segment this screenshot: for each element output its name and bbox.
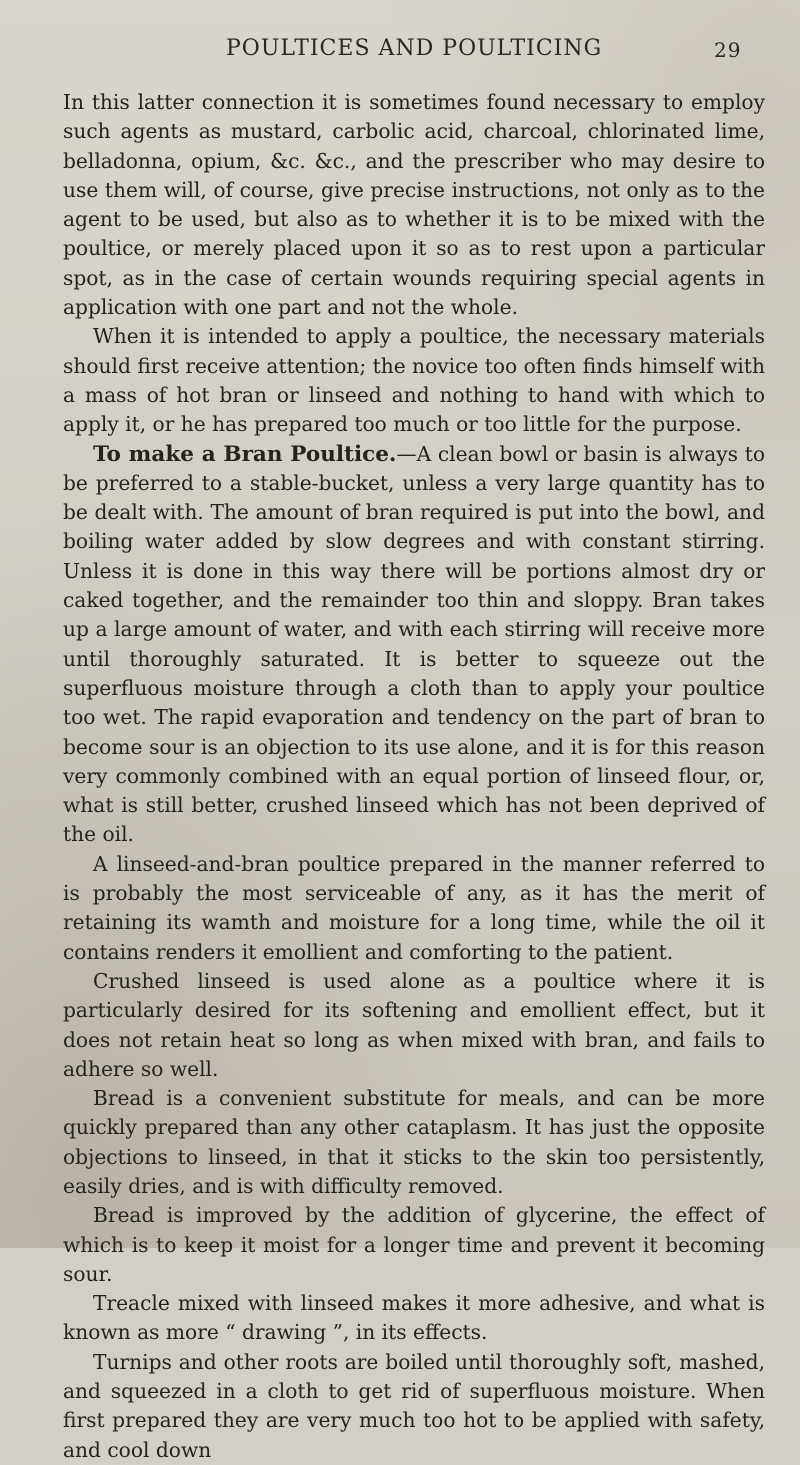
body-text [63,88,765,1465]
running-title: POULTICES AND POULTICING [226,36,603,61]
paragraph [63,967,765,1084]
paragraph-text: Bread is improved by the addition of glycerine, the effect of which is to keep it moist for a longer time and prevent it becoming sour. [63,1203,765,1286]
paragraph-text: Treacle mixed with linseed makes it more adhesive, and what is known as more “ drawing ”, in its effects. [63,1291,765,1345]
paragraph [63,322,765,439]
paragraph [63,440,765,850]
paragraph-text: A linseed-and-bran poultice prepared in the manner referred to is probably the most serviceable of any, as it has the merit of retaining its wamth and moisture for a long time, while the oil it contains renders it emollient and comforting to the patient. [63,851,765,964]
paragraph-text: —A clean bowl or basin is always to be preferred to a stable-bucket, unless a very large quantity has to be dealt with. The amount of bran required is put into the bowl, and boiling water added by slow degrees and with constant stirring. Unless it is done in this way there will be portions almost dry or caked together, and the remainder too thin and sloppy. Bran takes up a large amount of water, and with each stirring will receive more until thoroughly saturated. It is better to squeeze out the superfluous moisture through a cloth than to apply your poultice too wet. The rapid evaporation and tendency on the part of bran to become sour is an objection to its use alone, and it is for this reason very commonly combined with an equal portion of linseed flour, or, what is still better, crushed linseed which has not been deprived of the oil. [63,441,765,847]
paragraph-text: Crushed linseed is used alone as a poultice where it is particularly desired for its softening and emollient effect, but it does not retain heat so long as when mixed with bran, and fails to adhere so well. [63,968,765,1081]
paragraph [63,850,765,967]
page-number: 29 [714,38,742,62]
paragraph-text: When it is intended to apply a poultice, the necessary materials should first receive attention; the novice too often finds himself with a mass of hot bran or linseed and nothing to hand with which to apply it, or he has prepared too much or too little for the purpose. [63,324,765,437]
paragraph-text: In this latter connection it is sometimes found necessary to employ such agents as mustard, carbolic acid, charcoal, chlorinated lime, belladonna, opium, &c. &c., and the prescriber who may desire to use them will, of course, give precise instructions, not only as to the agent to be used, but also as to whether it is to be mixed with the poultice, or merely placed upon it so as to rest upon a particular spot, as in the case of certain wounds requiring special agents in application with one part and not the whole. [63,90,765,320]
paragraph [63,1201,765,1289]
paragraph-text: Bread is a convenient substitute for meals, and can be more quickly prepared than any other cataplasm. It has just the opposite objections to linseed, in that it sticks to the skin too persistently, easily dries, and is with difficulty removed. [63,1086,765,1198]
paragraph [63,1348,765,1465]
paragraph [63,1289,765,1348]
paragraph [63,1084,765,1201]
running-header [226,36,756,66]
paragraph [63,88,765,322]
paragraph-text: Turnips and other roots are boiled until thoroughly soft, mashed, and squeezed in a cloth to get rid of superfluous moisture. When first prepared they are very much too hot to be applied with safety, and cool down [63,1349,765,1462]
section-heading: To make a Bran Poultice. [93,441,397,467]
